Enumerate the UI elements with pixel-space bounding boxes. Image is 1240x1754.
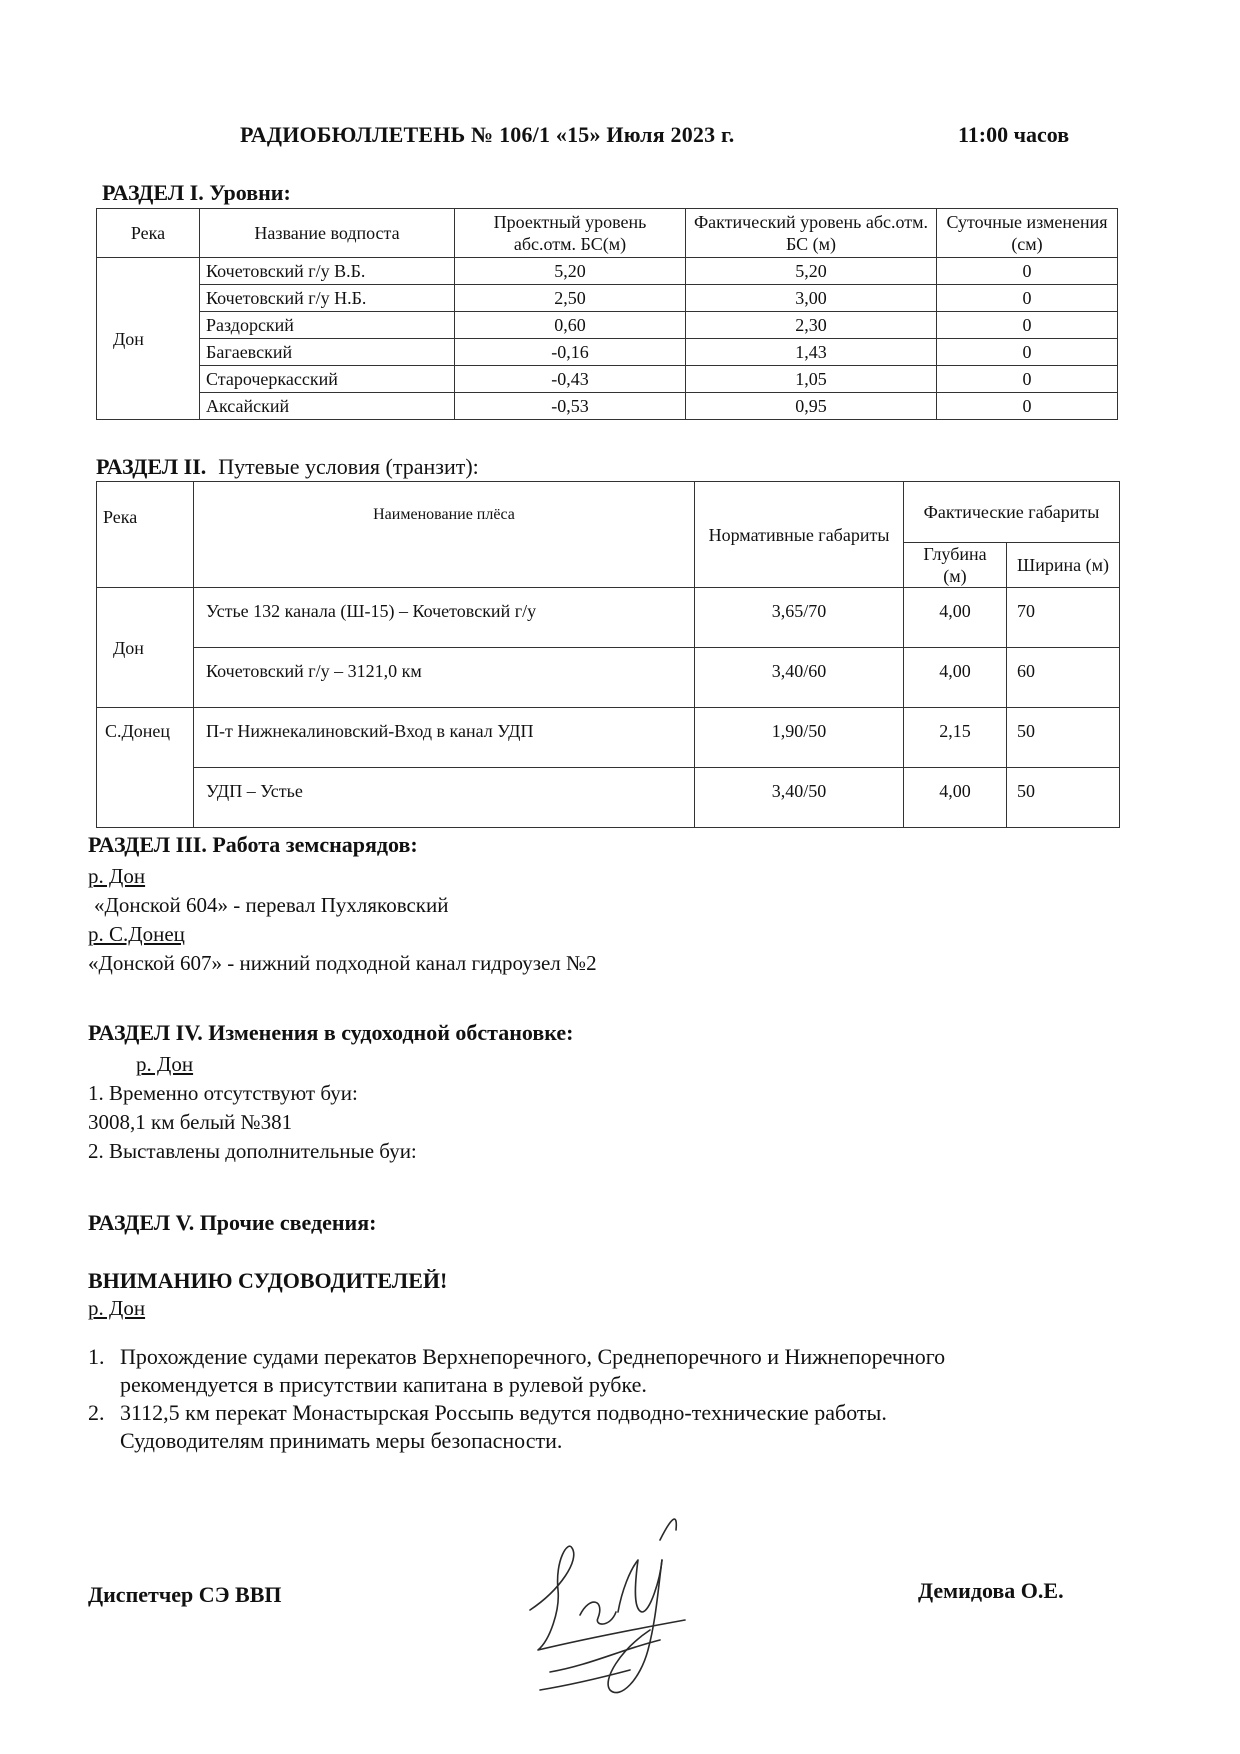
river-cell: Дон <box>97 588 194 708</box>
attention-item-1 <box>88 1343 1108 1399</box>
table-row <box>97 768 1120 828</box>
change-cell: 0 <box>937 285 1118 312</box>
width-cell: 60 <box>1007 648 1120 708</box>
table-row <box>97 708 1120 768</box>
section3 <box>88 832 988 978</box>
section3-dredger-604: «Донской 604» - перевал Пухляковский <box>94 893 449 917</box>
depth-cell: 2,15 <box>904 708 1007 768</box>
section2-heading <box>96 454 479 480</box>
project-cell: -0,16 <box>455 339 686 366</box>
project-cell: -0,43 <box>455 366 686 393</box>
table-row <box>97 312 1118 339</box>
depth-cell: 4,00 <box>904 768 1007 828</box>
section3-river-don: р. Дон <box>88 864 146 888</box>
actual-cell: 5,20 <box>686 258 937 285</box>
attention-block <box>88 1268 1108 1455</box>
attention-title: ВНИМАНИЮ СУДОВОДИТЕЛЕЙ! <box>88 1268 448 1293</box>
width-cell: 50 <box>1007 768 1120 828</box>
post-cell: Кочетовский г/у В.Б. <box>200 258 455 285</box>
section3-title: РАЗДЕЛ III. Работа земснарядов: <box>88 832 418 857</box>
col-actual-dimensions: Фактические габариты <box>904 482 1120 543</box>
table-row <box>97 648 1120 708</box>
section3-dredger-607: «Донской 607» - нижний подходной канал гидроузел №2 <box>88 951 597 975</box>
bulletin-time: 11:00 часов <box>958 122 1070 147</box>
section4-line3: 2. Выставлены дополнительные буи: <box>88 1139 417 1163</box>
section2-subtitle: Путевые условия (транзит): <box>218 454 479 479</box>
river-cell: Дон <box>97 258 200 420</box>
change-cell: 0 <box>937 339 1118 366</box>
reach-cell: УДП – Устье <box>194 768 695 828</box>
width-cell: 70 <box>1007 588 1120 648</box>
actual-cell: 0,95 <box>686 393 937 420</box>
table-row <box>97 393 1118 420</box>
change-cell: 0 <box>937 258 1118 285</box>
section3-river-donets: р. С.Донец <box>88 922 185 946</box>
post-cell: Багаевский <box>200 339 455 366</box>
col-actual-level: Фактический уровень абс.отм. БС (м) <box>686 209 937 258</box>
project-cell: 0,60 <box>455 312 686 339</box>
change-cell: 0 <box>937 366 1118 393</box>
normative-cell: 3,40/50 <box>695 768 904 828</box>
col-normative: Нормативные габариты <box>695 482 904 588</box>
actual-cell: 3,00 <box>686 285 937 312</box>
actual-cell: 1,05 <box>686 366 937 393</box>
section1-title: РАЗДЕЛ I. Уровни: <box>102 180 291 205</box>
col-project-level: Проектный уровень абс.отм. БС(м) <box>455 209 686 258</box>
table-row <box>97 339 1118 366</box>
section4-river: р. Дон <box>136 1052 194 1076</box>
col-reach: Наименование плёса <box>194 482 695 588</box>
table-row <box>97 588 1120 648</box>
attention-item-2-line1: 3112,5 км перекат Монастырская Россыпь ведутся подводно-технические работы. <box>120 1400 887 1425</box>
attention-item-2-number: 2. <box>88 1400 105 1425</box>
table-row <box>97 366 1118 393</box>
section2-title: РАЗДЕЛ II. <box>96 454 207 479</box>
section4-line1: 1. Временно отсутствуют буи: <box>88 1081 358 1105</box>
signature-icon <box>510 1500 750 1720</box>
attention-river: р. Дон <box>88 1296 146 1320</box>
project-cell: 2,50 <box>455 285 686 312</box>
attention-item-2-line2: Судоводителям принимать меры безопасности. <box>120 1428 563 1453</box>
reach-cell: Кочетовский г/у – 3121,0 км <box>194 648 695 708</box>
dispatcher-name: Демидова О.Е. <box>918 1578 1064 1603</box>
col-depth: Глубина (м) <box>904 543 1007 588</box>
col-daily-change: Суточные изменения (см) <box>937 209 1118 258</box>
normative-cell: 3,65/70 <box>695 588 904 648</box>
post-cell: Кочетовский г/у Н.Б. <box>200 285 455 312</box>
normative-cell: 1,90/50 <box>695 708 904 768</box>
col-river: Река <box>97 482 194 588</box>
section4-title: РАЗДЕЛ IV. Изменения в судоходной обстановке: <box>88 1020 574 1045</box>
attention-item-2 <box>88 1399 1108 1455</box>
route-conditions-table <box>96 481 1120 828</box>
table-row <box>97 285 1118 312</box>
col-post: Название водпоста <box>200 209 455 258</box>
levels-table <box>96 208 1118 420</box>
actual-cell: 2,30 <box>686 312 937 339</box>
reach-cell: Устье 132 канала (Ш-15) – Кочетовский г/у <box>194 588 695 648</box>
col-river: Река <box>97 209 200 258</box>
normative-cell: 3,40/60 <box>695 648 904 708</box>
attention-item-1-number: 1. <box>88 1344 105 1369</box>
post-cell: Аксайский <box>200 393 455 420</box>
project-cell: -0,53 <box>455 393 686 420</box>
bulletin-title: РАДИОБЮЛЛЕТЕНЬ № 106/1 «15» Июля 2023 г. <box>240 122 735 147</box>
river-cell: С.Донец <box>97 708 194 828</box>
post-cell: Старочеркасский <box>200 366 455 393</box>
route-table-header <box>97 482 1120 543</box>
section5-title: РАЗДЕЛ V. Прочие сведения: <box>88 1210 377 1235</box>
section4 <box>88 1020 988 1166</box>
project-cell: 5,20 <box>455 258 686 285</box>
change-cell: 0 <box>937 312 1118 339</box>
col-width: Ширина (м) <box>1007 543 1120 588</box>
width-cell: 50 <box>1007 708 1120 768</box>
depth-cell: 4,00 <box>904 588 1007 648</box>
actual-cell: 1,43 <box>686 339 937 366</box>
reach-cell: П-т Нижнекалиновский-Вход в канал УДП <box>194 708 695 768</box>
levels-table-header <box>97 209 1118 258</box>
post-cell: Раздорский <box>200 312 455 339</box>
section4-line2: 3008,1 км белый №381 <box>88 1110 293 1134</box>
table-row <box>97 258 1118 285</box>
dispatcher-role: Диспетчер СЭ ВВП <box>88 1582 282 1607</box>
attention-item-1-line1: Прохождение судами перекатов Верхнепоречного, Среднепоречного и Нижнепоречного <box>120 1344 946 1369</box>
attention-item-1-line2: рекомендуется в присутствии капитана в рулевой рубке. <box>120 1372 647 1397</box>
change-cell: 0 <box>937 393 1118 420</box>
depth-cell: 4,00 <box>904 648 1007 708</box>
